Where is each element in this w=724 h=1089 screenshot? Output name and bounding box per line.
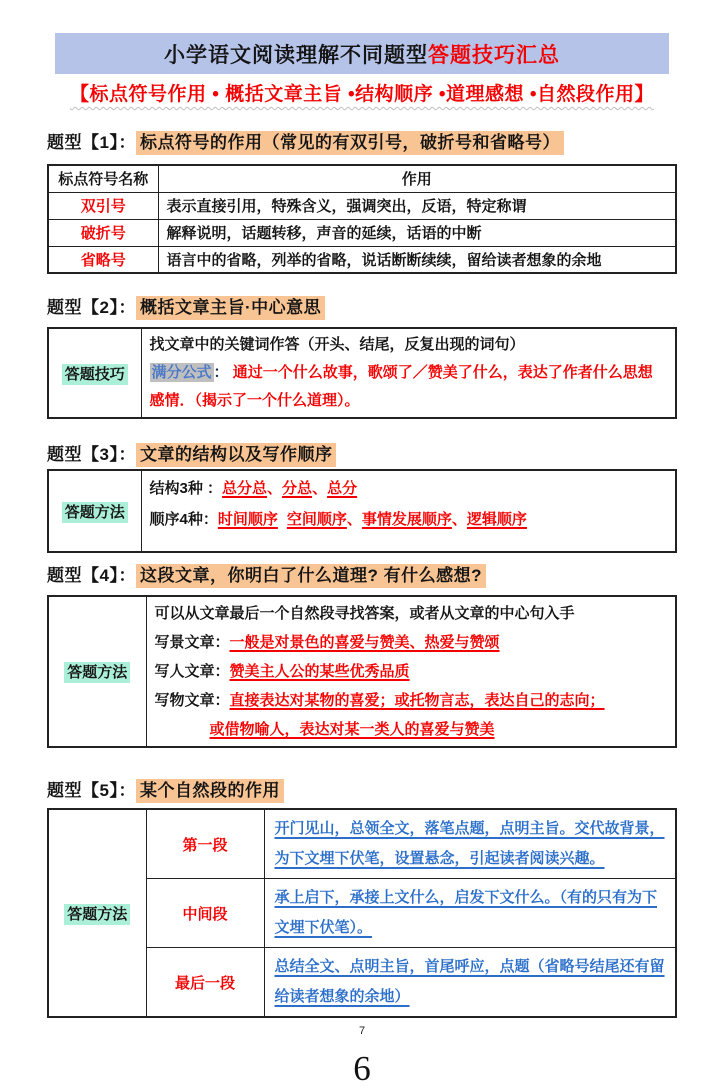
inner-page-number: 7 — [358, 1025, 366, 1037]
structure-term: 分总 — [282, 480, 313, 497]
genre-line-continuation — [210, 715, 668, 744]
paragraph-role-text: 承上启下，承接上文什么，启发下文什么。（有的只有为下文埋下伏笔）。 — [274, 889, 658, 936]
paragraph-role-text: 开门见山，总领全文，落笔点题，点明主旨。交代故背景，为下文埋下伏笔，设置悬念，引起读者阅读兴趣。 — [274, 820, 665, 867]
structure-term: 总分 — [327, 480, 358, 497]
worksheet-page — [0, 33, 724, 1088]
function-header: 作用 — [158, 165, 676, 192]
q4-heading — [47, 561, 677, 586]
separator: 、 — [451, 511, 467, 528]
paragraph-name: 中间段 — [146, 879, 264, 948]
structure-order-table — [47, 469, 677, 553]
genre-answer: 直接表达对某物的喜爱；或托物言志，表达自己的志向； — [229, 692, 605, 709]
table-row — [48, 809, 676, 879]
punctuation-desc: 表示直接引用，特殊含义，强调突出，反语，特定称谓 — [158, 192, 676, 219]
punctuation-desc: 语言中的省略，列举的省略，说话断断续续，留给读者想象的余地 — [158, 246, 676, 273]
punctuation-desc: 解释说明，话题转移，声音的延续，话语的中断 — [158, 219, 676, 246]
genre-prefix: 写景文章： — [154, 634, 230, 651]
q4-title-highlight: 这段文章，你明白了什么道理? 有什么感想? — [136, 564, 486, 588]
order-term: 空间顺序 — [286, 511, 347, 528]
answer-method-label: 答题方法 — [64, 662, 130, 683]
formula-text: 通过一个什么故事，歌颂了／赞美了什么，表达了作者什么思想感情．（揭示了一个什么道理）。 — [149, 364, 653, 409]
separator: 、 — [346, 511, 362, 528]
q3-heading — [47, 440, 677, 465]
genre-answer: 一般是对景色的喜爱与赞美、热爱与赞颂 — [229, 634, 500, 651]
punctuation-name: 省略号 — [48, 246, 158, 273]
table-row — [48, 192, 676, 219]
formula-label: 满分公式 — [151, 364, 212, 381]
order-term: 逻辑顺序 — [466, 511, 527, 528]
paragraph-name: 第一段 — [146, 809, 264, 879]
genre-prefix: 写物文章： — [154, 692, 230, 709]
row-label-cell — [48, 328, 141, 418]
content — [47, 128, 677, 1089]
q2-heading — [47, 293, 677, 318]
main-idea-table — [47, 327, 677, 419]
page-title-red: 答题技巧汇总 — [428, 44, 560, 67]
structure-line — [150, 473, 668, 504]
separator: 、 — [312, 480, 328, 497]
punctuation-name: 双引号 — [48, 192, 158, 219]
answer-skill-body — [141, 328, 676, 418]
structure-prefix: 结构3种 ： — [149, 480, 223, 497]
page-title-black: 小学语文阅读理解不同题型 — [164, 44, 428, 67]
order-term: 时间顺序 — [217, 511, 278, 528]
genre-prefix: 写人文章： — [154, 663, 230, 680]
q5-label: 题型【5】： — [47, 781, 136, 800]
paragraph-role-text: 总结全文、点明主旨，首尾呼应，点题（省略号结尾还有留给读者想象的余地） — [274, 958, 665, 1005]
genre-line — [155, 657, 668, 686]
answer-method-label: 答题方法 — [64, 904, 130, 925]
table-row — [48, 596, 676, 747]
paragraph-name: 最后一段 — [146, 948, 264, 1018]
table-row — [48, 328, 676, 418]
genre-line — [155, 628, 668, 657]
answer-skill-label: 答题技巧 — [62, 364, 128, 385]
paragraph-role-cell — [264, 879, 676, 948]
punctuation-table — [47, 164, 677, 274]
formula-line — [150, 359, 668, 415]
genre-line — [155, 686, 668, 715]
paragraph-role-cell — [264, 809, 676, 879]
row-label-cell — [48, 470, 141, 552]
q1-label: 题型【1】： — [47, 133, 136, 152]
q4-label: 题型【4】： — [47, 566, 136, 585]
punctuation-name: 破折号 — [48, 219, 158, 246]
table-header-row — [48, 165, 676, 192]
moral-line: 可以从文章最后一个自然段寻找答案，或者从文章的中心句入手 — [154, 605, 575, 622]
q1-title-highlight: 标点符号的作用（常见的有双引号，破折号和省略号） — [136, 131, 564, 155]
paragraph-role-cell — [264, 948, 676, 1018]
subtitle: 【标点符号作用 • 概括文章主旨 •结构顺序 •道理感想 •自然段作用】 — [69, 84, 654, 105]
structure-body — [141, 470, 676, 552]
order-prefix: 顺序4种： — [149, 511, 218, 528]
q5-title-highlight: 某个自然段的作用 — [136, 779, 284, 803]
q1-heading — [47, 128, 677, 153]
q2-label: 题型【2】： — [47, 298, 136, 317]
q3-title-highlight: 文章的结构以及写作顺序 — [136, 443, 337, 467]
row-label-cell — [48, 809, 146, 1017]
order-line — [150, 504, 668, 535]
formula-colon: ： — [213, 364, 229, 381]
genre-answer: 赞美主人公的某些优秀品质 — [229, 663, 410, 680]
q3-label: 题型【3】： — [47, 445, 136, 464]
skill-line: 找文章中的关键词作答（开头、结尾，反复出现的词句） — [149, 336, 525, 353]
page-title — [55, 33, 669, 74]
table-row — [48, 470, 676, 552]
punctuation-name-header: 标点符号名称 — [48, 165, 158, 192]
structure-term: 总分总 — [222, 480, 268, 497]
moral-feeling-table — [47, 595, 677, 748]
genre-answer: 或借物喻人，表达对某一类人的喜爱与赞美 — [209, 721, 495, 738]
table-row — [48, 246, 676, 273]
page-number: 6 — [353, 1049, 371, 1088]
order-term: 事情发展顺序 — [361, 511, 452, 528]
q5-heading — [47, 776, 677, 801]
q2-title-highlight: 概括文章主旨·中心意思 — [136, 296, 325, 320]
moral-body — [146, 596, 676, 747]
row-label-cell — [48, 596, 146, 747]
separator: 、 — [267, 480, 283, 497]
answer-method-label: 答题方法 — [62, 502, 128, 523]
paragraph-role-table — [47, 808, 677, 1018]
table-row — [48, 219, 676, 246]
